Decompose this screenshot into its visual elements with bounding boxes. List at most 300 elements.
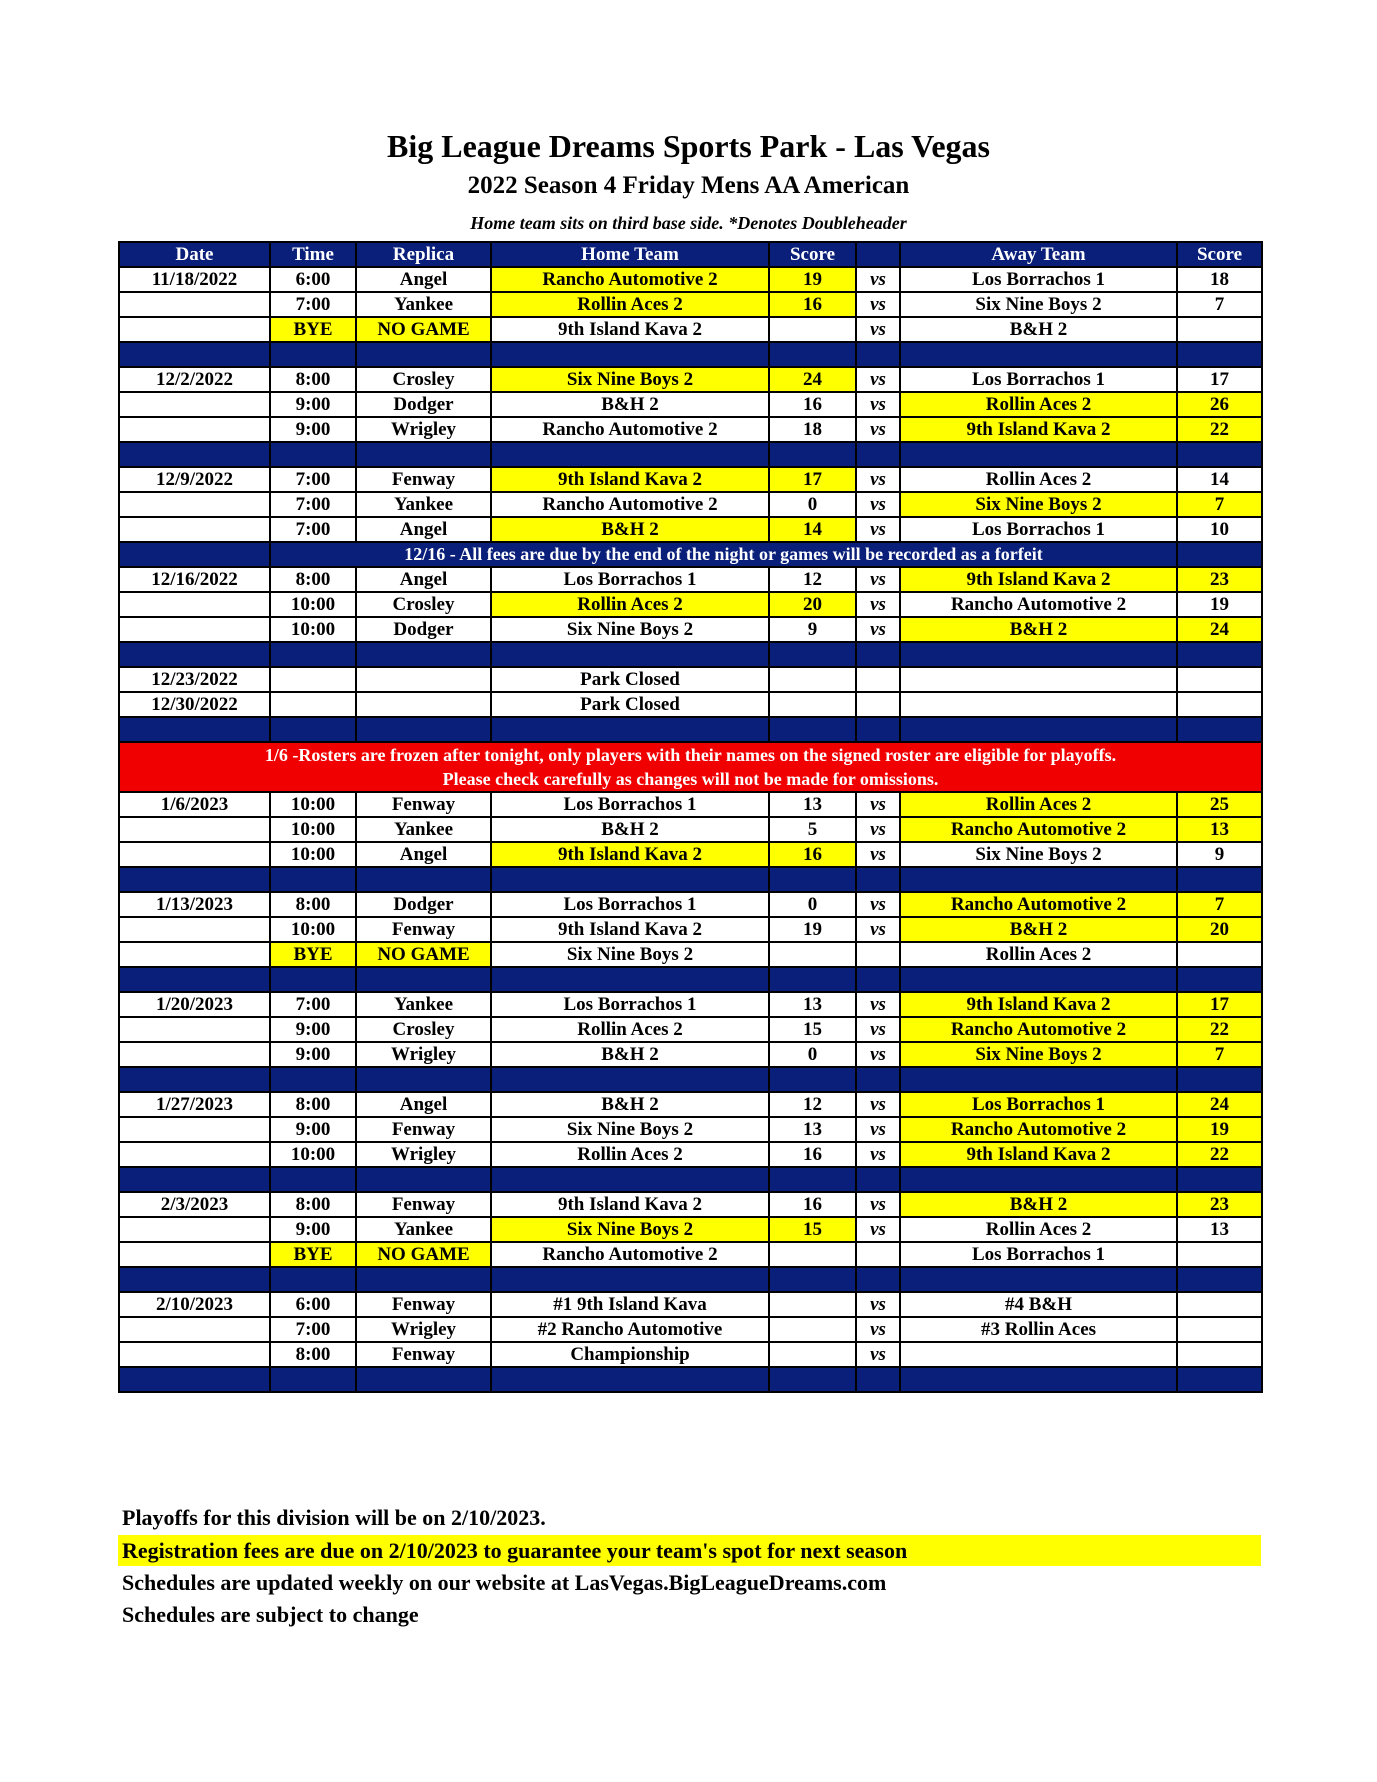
game-row [119, 817, 1262, 842]
away-team: B&H 2 [900, 917, 1177, 942]
away-team: Los Borrachos 1 [900, 1092, 1177, 1117]
vs-label: vs [856, 792, 900, 817]
vs-label: vs [856, 417, 900, 442]
game-row [119, 1142, 1262, 1167]
game-row [119, 1192, 1262, 1217]
spacer-cell [769, 442, 856, 467]
spacer-cell [270, 967, 356, 992]
game-time: 8:00 [270, 892, 356, 917]
game-date [119, 942, 270, 967]
roster-alert-row [119, 742, 1262, 792]
home-score: 16 [769, 292, 856, 317]
spacer-cell [1177, 1067, 1262, 1092]
game-row [119, 692, 1262, 717]
vs-label [856, 667, 900, 692]
col-vs [856, 242, 900, 267]
game-field: Fenway [356, 1292, 491, 1317]
spacer-cell [356, 1067, 491, 1092]
spacer-cell [1177, 717, 1262, 742]
col-home-team: Home Team [491, 242, 769, 267]
away-score: 7 [1177, 292, 1262, 317]
game-time: 9:00 [270, 392, 356, 417]
game-date: 2/10/2023 [119, 1292, 270, 1317]
game-field: Crosley [356, 1017, 491, 1042]
spacer-cell [119, 717, 270, 742]
game-field: Dodger [356, 392, 491, 417]
game-row [119, 567, 1262, 592]
home-score [769, 1242, 856, 1267]
spacer-cell [900, 1067, 1177, 1092]
vs-label: vs [856, 817, 900, 842]
home-team: Los Borrachos 1 [491, 792, 769, 817]
away-score [1177, 1342, 1262, 1367]
roster-alert-line: Please check carefully as changes will not be made for omissions. [442, 769, 939, 789]
game-row [119, 1292, 1262, 1317]
game-date [119, 1342, 270, 1367]
notice-row [119, 542, 1262, 567]
game-time: 10:00 [270, 842, 356, 867]
home-team: B&H 2 [491, 1042, 769, 1067]
game-time [270, 692, 356, 717]
game-date [119, 492, 270, 517]
home-score [769, 1317, 856, 1342]
vs-label: vs [856, 567, 900, 592]
away-score [1177, 1242, 1262, 1267]
game-date: 12/9/2022 [119, 467, 270, 492]
away-team: #3 Rollin Aces [900, 1317, 1177, 1342]
home-team: Rancho Automotive 2 [491, 1242, 769, 1267]
home-team: Championship [491, 1342, 769, 1367]
away-score [1177, 1317, 1262, 1342]
game-time: 10:00 [270, 792, 356, 817]
game-date [119, 1317, 270, 1342]
away-team: Six Nine Boys 2 [900, 492, 1177, 517]
game-field: Dodger [356, 617, 491, 642]
away-score: 13 [1177, 817, 1262, 842]
game-row [119, 617, 1262, 642]
spacer-cell [769, 717, 856, 742]
notice-text: 12/16 - All fees are due by the end of the night or games will be recorded as a forfeit [270, 542, 1177, 567]
game-date [119, 517, 270, 542]
vs-label: vs [856, 392, 900, 417]
home-team: Six Nine Boys 2 [491, 942, 769, 967]
home-score [769, 1342, 856, 1367]
game-field: Fenway [356, 467, 491, 492]
game-time: 6:00 [270, 267, 356, 292]
game-time: BYE [270, 942, 356, 967]
spacer-cell [1177, 1367, 1262, 1392]
game-time: 10:00 [270, 617, 356, 642]
game-field: Angel [356, 1092, 491, 1117]
game-row [119, 317, 1262, 342]
game-field: Angel [356, 842, 491, 867]
home-team: Rancho Automotive 2 [491, 267, 769, 292]
home-score: 13 [769, 792, 856, 817]
col-home-score: Score [769, 242, 856, 267]
game-field [356, 692, 491, 717]
spacer-cell [356, 342, 491, 367]
game-time: 8:00 [270, 567, 356, 592]
spacer-cell [856, 442, 900, 467]
header-note: Home team sits on third base side. *Denotes Doubleheader [470, 213, 907, 233]
spacer-cell [119, 642, 270, 667]
home-score: 19 [769, 917, 856, 942]
home-team: Park Closed [491, 692, 769, 717]
away-team: 9th Island Kava 2 [900, 567, 1177, 592]
spacer-cell [1177, 967, 1262, 992]
spacer-cell [769, 342, 856, 367]
spacer-cell [356, 717, 491, 742]
spacer-cell [491, 342, 769, 367]
home-team: Rollin Aces 2 [491, 592, 769, 617]
vs-label: vs [856, 1142, 900, 1167]
game-time: 6:00 [270, 1292, 356, 1317]
spacer-cell [856, 1167, 900, 1192]
spacer-cell [769, 867, 856, 892]
game-date: 12/16/2022 [119, 567, 270, 592]
game-row [119, 1092, 1262, 1117]
away-team: Los Borrachos 1 [900, 267, 1177, 292]
away-score: 13 [1177, 1217, 1262, 1242]
home-team: 9th Island Kava 2 [491, 467, 769, 492]
game-time: 7:00 [270, 292, 356, 317]
game-field: Yankee [356, 992, 491, 1017]
home-team: B&H 2 [491, 1092, 769, 1117]
away-team: B&H 2 [900, 317, 1177, 342]
home-team: Los Borrachos 1 [491, 567, 769, 592]
spacer-cell [1177, 867, 1262, 892]
game-date [119, 292, 270, 317]
spacer-cell [270, 1167, 356, 1192]
spacer-cell [1177, 1167, 1262, 1192]
game-row [119, 467, 1262, 492]
home-team: Rollin Aces 2 [491, 292, 769, 317]
game-field: Fenway [356, 917, 491, 942]
spacer-cell [270, 1267, 356, 1292]
spacer-cell [900, 867, 1177, 892]
game-date: 11/18/2022 [119, 267, 270, 292]
spacer-cell [856, 1067, 900, 1092]
col-date: Date [119, 242, 270, 267]
roster-alert-line: 1/6 -Rosters are frozen after tonight, only players with their names on the signed roster are eligible for playoffs. [264, 745, 1117, 765]
away-score [1177, 667, 1262, 692]
spacer-cell [856, 342, 900, 367]
roster-alert [119, 742, 1262, 792]
away-team: Rancho Automotive 2 [900, 592, 1177, 617]
game-row [119, 267, 1262, 292]
home-team: 9th Island Kava 2 [491, 917, 769, 942]
game-date [119, 817, 270, 842]
away-team: Rollin Aces 2 [900, 467, 1177, 492]
away-score: 26 [1177, 392, 1262, 417]
away-score: 7 [1177, 1042, 1262, 1067]
game-date: 2/3/2023 [119, 1192, 270, 1217]
game-date: 12/23/2022 [119, 667, 270, 692]
game-date [119, 392, 270, 417]
home-team: Six Nine Boys 2 [491, 367, 769, 392]
col-away-score: Score [1177, 242, 1262, 267]
game-row [119, 1317, 1262, 1342]
home-team: Six Nine Boys 2 [491, 617, 769, 642]
header-row [119, 242, 1262, 267]
spacer-cell [900, 642, 1177, 667]
away-team: Rollin Aces 2 [900, 1217, 1177, 1242]
home-team: Rollin Aces 2 [491, 1142, 769, 1167]
game-field: NO GAME [356, 942, 491, 967]
spacer-cell [769, 1067, 856, 1092]
away-score [1177, 692, 1262, 717]
home-score: 0 [769, 892, 856, 917]
spacer-cell [491, 867, 769, 892]
game-time: 10:00 [270, 817, 356, 842]
spacer-cell [270, 342, 356, 367]
away-score: 7 [1177, 892, 1262, 917]
away-team: Rancho Automotive 2 [900, 892, 1177, 917]
spacer-cell [900, 1167, 1177, 1192]
away-team: 9th Island Kava 2 [900, 992, 1177, 1017]
away-team: #4 B&H [900, 1292, 1177, 1317]
spacer-cell [491, 967, 769, 992]
game-date [119, 1042, 270, 1067]
game-row [119, 1017, 1262, 1042]
game-field: Dodger [356, 892, 491, 917]
away-team: B&H 2 [900, 617, 1177, 642]
game-field: Yankee [356, 492, 491, 517]
home-team: 9th Island Kava 2 [491, 842, 769, 867]
home-score: 12 [769, 1092, 856, 1117]
away-score: 10 [1177, 517, 1262, 542]
spacer-cell [270, 642, 356, 667]
home-score [769, 942, 856, 967]
vs-label: vs [856, 267, 900, 292]
spacer-cell [900, 1267, 1177, 1292]
away-team: Six Nine Boys 2 [900, 842, 1177, 867]
page-subtitle: 2022 Season 4 Friday Mens AA American [467, 172, 910, 199]
away-team [900, 667, 1177, 692]
game-time: 8:00 [270, 1192, 356, 1217]
game-row [119, 1342, 1262, 1367]
game-date [119, 1142, 270, 1167]
spacer-row [119, 342, 1262, 367]
game-time: BYE [270, 1242, 356, 1267]
vs-label: vs [856, 492, 900, 517]
spacer-cell [119, 967, 270, 992]
spacer-cell [356, 867, 491, 892]
spacer-cell [119, 1267, 270, 1292]
away-team: Los Borrachos 1 [900, 517, 1177, 542]
home-score: 15 [769, 1017, 856, 1042]
spacer-cell [119, 442, 270, 467]
spacer-row [119, 1167, 1262, 1192]
spacer-cell [856, 1267, 900, 1292]
notice-spacer-cell [119, 542, 270, 567]
game-row [119, 392, 1262, 417]
vs-label: vs [856, 1117, 900, 1142]
away-team: Rollin Aces 2 [900, 792, 1177, 817]
game-date [119, 1117, 270, 1142]
vs-label: vs [856, 842, 900, 867]
game-row [119, 417, 1262, 442]
spacer-cell [270, 1367, 356, 1392]
game-date [119, 842, 270, 867]
game-row [119, 592, 1262, 617]
home-score: 16 [769, 1192, 856, 1217]
home-score: 0 [769, 1042, 856, 1067]
spacer-cell [356, 442, 491, 467]
schedule-table [118, 241, 1263, 1393]
home-team: #2 Rancho Automotive [491, 1317, 769, 1342]
spacer-cell [1177, 342, 1262, 367]
spacer-cell [491, 717, 769, 742]
spacer-cell [856, 967, 900, 992]
home-score: 0 [769, 492, 856, 517]
home-team: Six Nine Boys 2 [491, 1217, 769, 1242]
spacer-cell [491, 1067, 769, 1092]
home-team: B&H 2 [491, 392, 769, 417]
away-team: B&H 2 [900, 1192, 1177, 1217]
col-replica: Replica [356, 242, 491, 267]
away-team: Rollin Aces 2 [900, 942, 1177, 967]
game-field: Yankee [356, 1217, 491, 1242]
spacer-cell [900, 717, 1177, 742]
spacer-cell [900, 342, 1177, 367]
spacer-row [119, 642, 1262, 667]
home-score: 5 [769, 817, 856, 842]
spacer-cell [769, 1267, 856, 1292]
home-score: 14 [769, 517, 856, 542]
game-row [119, 367, 1262, 392]
website-note: Schedules are updated weekly on our website at LasVegas.BigLeagueDreams.com [122, 1570, 887, 1595]
vs-label: vs [856, 1042, 900, 1067]
game-field: Yankee [356, 817, 491, 842]
away-score: 23 [1177, 1192, 1262, 1217]
game-field: Wrigley [356, 1317, 491, 1342]
spacer-cell [356, 1267, 491, 1292]
spacer-cell [119, 1367, 270, 1392]
away-score: 17 [1177, 367, 1262, 392]
spacer-cell [491, 1367, 769, 1392]
vs-label: vs [856, 467, 900, 492]
vs-label: vs [856, 367, 900, 392]
game-date [119, 417, 270, 442]
spacer-cell [769, 967, 856, 992]
home-score: 13 [769, 992, 856, 1017]
game-row [119, 992, 1262, 1017]
game-row [119, 1117, 1262, 1142]
game-date [119, 317, 270, 342]
away-team: Rancho Automotive 2 [900, 1117, 1177, 1142]
home-team: Rancho Automotive 2 [491, 417, 769, 442]
game-time: 9:00 [270, 1017, 356, 1042]
away-team: Rancho Automotive 2 [900, 1017, 1177, 1042]
away-score: 24 [1177, 1092, 1262, 1117]
home-score: 20 [769, 592, 856, 617]
vs-label: vs [856, 617, 900, 642]
game-field: NO GAME [356, 317, 491, 342]
home-team: Six Nine Boys 2 [491, 1117, 769, 1142]
vs-label: vs [856, 1192, 900, 1217]
vs-label: vs [856, 1017, 900, 1042]
vs-label [856, 692, 900, 717]
spacer-row [119, 717, 1262, 742]
away-score: 25 [1177, 792, 1262, 817]
game-date [119, 617, 270, 642]
game-date [119, 1217, 270, 1242]
game-field [356, 667, 491, 692]
spacer-row [119, 967, 1262, 992]
game-field: Fenway [356, 792, 491, 817]
home-score: 16 [769, 842, 856, 867]
vs-label: vs [856, 992, 900, 1017]
spacer-cell [491, 442, 769, 467]
game-date: 1/6/2023 [119, 792, 270, 817]
away-score [1177, 317, 1262, 342]
away-score [1177, 942, 1262, 967]
spacer-cell [769, 1167, 856, 1192]
game-date: 1/27/2023 [119, 1092, 270, 1117]
vs-label: vs [856, 317, 900, 342]
game-date: 12/2/2022 [119, 367, 270, 392]
game-field: Yankee [356, 292, 491, 317]
spacer-cell [1177, 442, 1262, 467]
game-time: 8:00 [270, 367, 356, 392]
vs-label: vs [856, 917, 900, 942]
spacer-cell [900, 442, 1177, 467]
notice-spacer-cell [1177, 542, 1262, 567]
away-score: 22 [1177, 1142, 1262, 1167]
away-score: 18 [1177, 267, 1262, 292]
home-team: Park Closed [491, 667, 769, 692]
home-score [769, 692, 856, 717]
game-time: 7:00 [270, 1317, 356, 1342]
vs-label: vs [856, 1342, 900, 1367]
home-score: 13 [769, 1117, 856, 1142]
game-row [119, 917, 1262, 942]
spacer-cell [769, 1367, 856, 1392]
home-score: 9 [769, 617, 856, 642]
spacer-cell [856, 867, 900, 892]
spacer-row [119, 442, 1262, 467]
away-team: 9th Island Kava 2 [900, 417, 1177, 442]
col-time: Time [270, 242, 356, 267]
away-team: Six Nine Boys 2 [900, 292, 1177, 317]
game-field: Angel [356, 267, 491, 292]
home-team: Los Borrachos 1 [491, 892, 769, 917]
vs-label: vs [856, 1217, 900, 1242]
away-score: 9 [1177, 842, 1262, 867]
game-row [119, 792, 1262, 817]
game-field: Wrigley [356, 1042, 491, 1067]
game-time: 10:00 [270, 1142, 356, 1167]
home-team: 9th Island Kava 2 [491, 317, 769, 342]
spacer-cell [856, 1367, 900, 1392]
away-team [900, 1342, 1177, 1367]
game-field: Fenway [356, 1117, 491, 1142]
spacer-cell [491, 1267, 769, 1292]
game-time: 8:00 [270, 1092, 356, 1117]
away-score: 7 [1177, 492, 1262, 517]
game-field: Angel [356, 567, 491, 592]
game-time: 10:00 [270, 592, 356, 617]
game-date [119, 917, 270, 942]
home-score: 18 [769, 417, 856, 442]
spacer-cell [270, 717, 356, 742]
game-row [119, 667, 1262, 692]
spacer-cell [1177, 1267, 1262, 1292]
game-row [119, 1242, 1262, 1267]
spacer-cell [270, 867, 356, 892]
home-team: Rancho Automotive 2 [491, 492, 769, 517]
